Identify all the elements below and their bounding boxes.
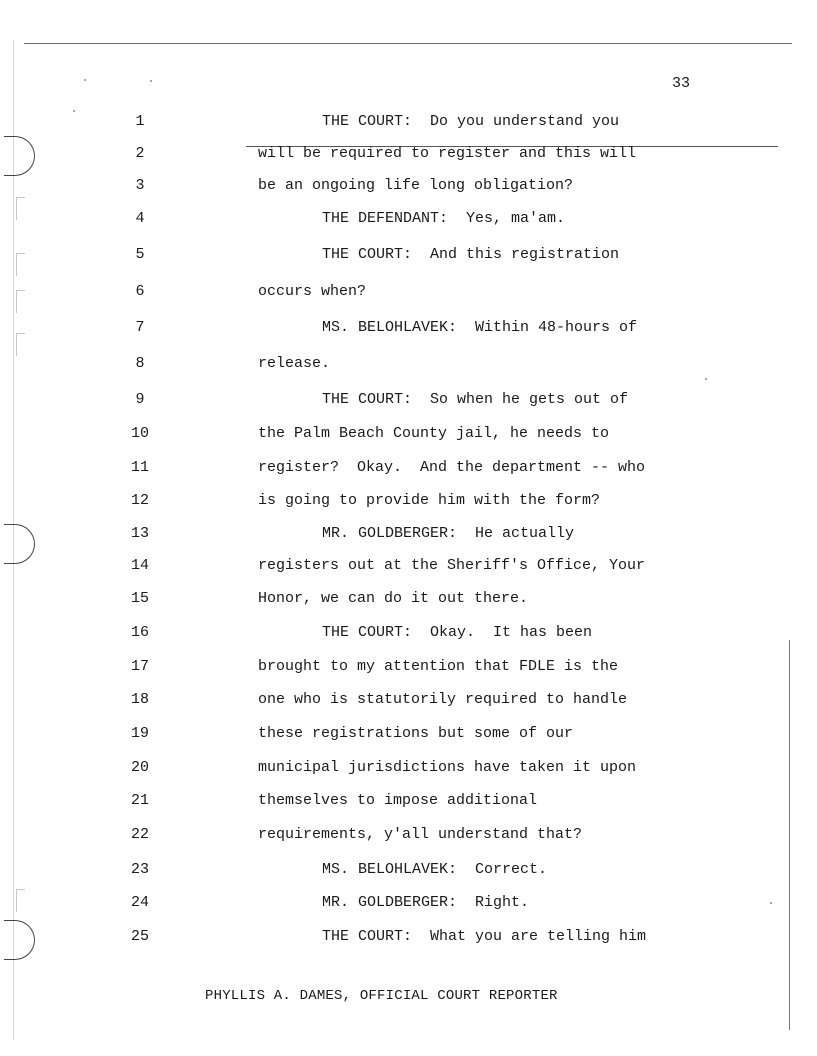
line-number: 1 <box>135 113 145 130</box>
line-text: is going to provide him with the form? <box>258 492 601 509</box>
line-number: 5 <box>135 246 145 263</box>
line-text: MS. BELOHLAVEK: Within 48-hours of <box>322 319 638 336</box>
transcript-line <box>0 113 817 133</box>
line-number: 16 <box>130 624 149 641</box>
line-text: Honor, we can do it out there. <box>258 590 529 607</box>
line-number: 11 <box>130 459 149 476</box>
transcript-line <box>0 177 817 197</box>
transcript-line <box>0 355 817 375</box>
line-number: 6 <box>135 283 145 300</box>
scan-speck <box>73 110 75 112</box>
transcript-line <box>0 826 817 846</box>
line-number: 25 <box>130 928 149 945</box>
line-text: THE COURT: So when he gets out of <box>322 391 629 408</box>
transcript-line <box>0 557 817 577</box>
transcript-line <box>0 624 817 644</box>
transcript-line <box>0 725 817 745</box>
line-number: 20 <box>130 759 149 776</box>
line-text: register? Okay. And the department -- who <box>258 459 646 476</box>
line-text: be an ongoing life long obligation? <box>258 177 574 194</box>
scan-speck <box>705 378 707 380</box>
line-number: 8 <box>135 355 145 372</box>
line-text: THE COURT: And this registration <box>322 246 620 263</box>
transcript-line <box>0 861 817 881</box>
line-number: 22 <box>130 826 149 843</box>
line-number: 15 <box>130 590 149 607</box>
transcript-line <box>0 319 817 339</box>
line-text: will be required to register and this will <box>258 145 637 162</box>
line-text: THE COURT: Do you understand you <box>322 113 620 130</box>
line-text: release. <box>258 355 331 372</box>
line-number: 19 <box>130 725 149 742</box>
transcript-line <box>0 525 817 545</box>
transcript-line <box>0 145 817 165</box>
line-number: 2 <box>135 145 145 162</box>
line-text: the Palm Beach County jail, he needs to <box>258 425 610 442</box>
line-number: 9 <box>135 391 145 408</box>
line-text: requirements, y'all understand that? <box>258 826 583 843</box>
line-number: 10 <box>130 425 149 442</box>
line-text: occurs when? <box>258 283 367 300</box>
line-number: 24 <box>130 894 149 911</box>
transcript-line <box>0 792 817 812</box>
transcript-line <box>0 691 817 711</box>
line-text: registers out at the Sheriff's Office, Your <box>258 557 646 574</box>
footer-reporter: PHYLLIS A. DAMES, OFFICIAL COURT REPORTER <box>205 988 558 1004</box>
transcript-line <box>0 928 817 948</box>
line-number: 13 <box>130 525 149 542</box>
line-number: 3 <box>135 177 145 194</box>
line-text: one who is statutorily required to handle <box>258 691 628 708</box>
transcript-line <box>0 590 817 610</box>
transcript-line <box>0 210 817 230</box>
line-number: 7 <box>135 319 145 336</box>
line-text: these registrations but some of our <box>258 725 574 742</box>
line-text: municipal jurisdictions have taken it upon <box>258 759 637 776</box>
transcript-line <box>0 246 817 266</box>
top-rule <box>24 43 792 44</box>
line-text: themselves to impose additional <box>258 792 538 809</box>
line-text: THE DEFENDANT: Yes, ma'am. <box>322 210 566 227</box>
line-text: THE COURT: What you are telling him <box>322 928 647 945</box>
transcript-line <box>0 894 817 914</box>
line-text: MS. BELOHLAVEK: Correct. <box>322 861 548 878</box>
line-text: THE COURT: Okay. It has been <box>322 624 593 641</box>
line-number: 17 <box>130 658 149 675</box>
transcript-line <box>0 283 817 303</box>
scan-speck <box>84 79 86 81</box>
line-number: 23 <box>130 861 149 878</box>
transcript-line <box>0 391 817 411</box>
transcript-line <box>0 459 817 479</box>
transcript-line <box>0 425 817 445</box>
line-text: brought to my attention that FDLE is the <box>258 658 619 675</box>
line-number: 4 <box>135 210 145 227</box>
line-number: 21 <box>130 792 149 809</box>
line-text: MR. GOLDBERGER: He actually <box>322 525 575 542</box>
transcript-line <box>0 759 817 779</box>
page-number: 33 <box>672 75 691 92</box>
transcript-line <box>0 658 817 678</box>
scan-speck <box>150 80 152 82</box>
line-number: 18 <box>130 691 149 708</box>
transcript-line <box>0 492 817 512</box>
line-number: 12 <box>130 492 149 509</box>
line-text: MR. GOLDBERGER: Right. <box>322 894 530 911</box>
line-number: 14 <box>130 557 149 574</box>
